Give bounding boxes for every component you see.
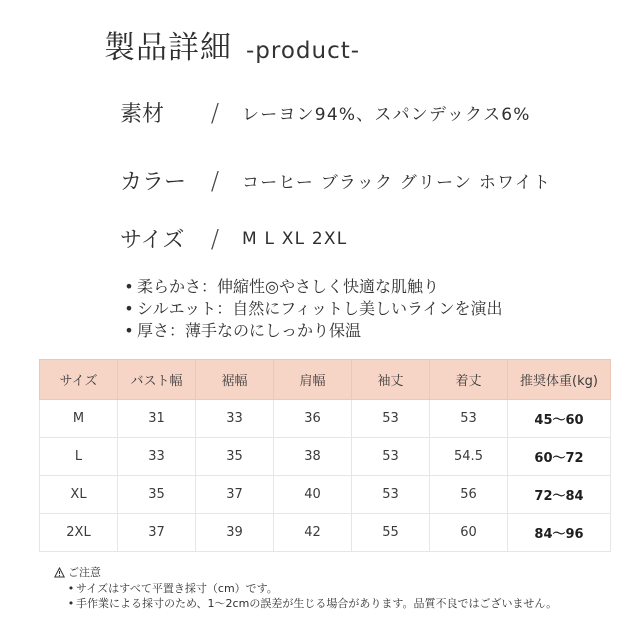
bullet-icon: • [67, 582, 75, 595]
table-cell: 38 [274, 438, 352, 476]
table-header-size: サイズ [40, 360, 118, 400]
page-title: 製品詳細 [104, 30, 232, 66]
table-header-sleeve: 袖丈 [352, 360, 430, 400]
spec-separator: / [210, 166, 220, 195]
spec-row-material [120, 97, 590, 128]
spec-row-size [120, 223, 590, 254]
table-header-hem: 裾幅 [196, 360, 274, 400]
table-cell: 37 [118, 514, 196, 552]
spec-value-size: M L XL 2XL [242, 228, 348, 249]
feature-list [121, 276, 581, 342]
table-cell: 39 [196, 514, 274, 552]
warning-icon [54, 567, 65, 578]
table-cell: 53 [352, 400, 430, 438]
spec-label-material: 素材 [120, 102, 165, 127]
table-cell: 37 [196, 476, 274, 514]
table-cell: 53 [430, 400, 508, 438]
table-cell: 56 [430, 476, 508, 514]
table-cell: 55 [352, 514, 430, 552]
note-text: 手作業による採寸のため、1～2cmの誤差が生じる場合があります。品質不良ではございません。 [76, 597, 558, 610]
table-cell: 54.5 [430, 438, 508, 476]
care-notes [54, 565, 614, 611]
spec-separator: / [210, 98, 220, 127]
table-cell-weight: 60〜72 [508, 438, 611, 476]
spec-separator: / [210, 224, 220, 253]
table-cell: 31 [118, 400, 196, 438]
table-cell: 60 [430, 514, 508, 552]
note-item [54, 596, 614, 611]
table-row [40, 476, 611, 514]
table-cell: 33 [196, 400, 274, 438]
table-cell-weight: 45〜60 [508, 400, 611, 438]
table-header-row [40, 360, 611, 400]
feature-text: 厚さ：薄手なのにしっかり保温 [137, 321, 362, 340]
table-row [40, 400, 611, 438]
table-cell: 33 [118, 438, 196, 476]
feature-text: 柔らかさ：伸縮性◎やさしく快適な肌触り [137, 277, 439, 296]
feature-thickness [121, 320, 581, 342]
table-cell: 2XL [40, 514, 118, 552]
note-item [54, 581, 614, 596]
page-subtitle: -product- [246, 38, 361, 64]
spec-label-size: サイズ [120, 228, 185, 253]
table-header-weight: 推奨体重(kg) [508, 360, 611, 400]
spec-label-color: カラー [120, 170, 187, 195]
table-header-length: 着丈 [430, 360, 508, 400]
table-cell: 36 [274, 400, 352, 438]
bullet-icon: • [124, 277, 134, 296]
table-cell: 53 [352, 438, 430, 476]
page-header [104, 22, 360, 67]
spec-value-material: レーヨン94%、スパンデックス6% [242, 105, 531, 125]
table-row [40, 514, 611, 552]
notes-title-row [54, 565, 614, 580]
table-header-shoulder: 肩幅 [274, 360, 352, 400]
size-table [39, 359, 611, 552]
table-cell: L [40, 438, 118, 476]
table-cell: 35 [196, 438, 274, 476]
table-row [40, 438, 611, 476]
spec-row-color [120, 165, 590, 196]
table-cell: 35 [118, 476, 196, 514]
feature-text: シルエット：自然にフィットし美しいラインを演出 [137, 299, 503, 318]
notes-title: ご注意 [68, 566, 101, 579]
table-cell: 53 [352, 476, 430, 514]
note-text: サイズはすべて平置き採寸（cm）です。 [76, 582, 278, 595]
table-cell-weight: 84〜96 [508, 514, 611, 552]
table-cell: XL [40, 476, 118, 514]
table-header-bust: バスト幅 [118, 360, 196, 400]
bullet-icon: • [67, 597, 75, 610]
spec-value-color: コーヒー ブラック グリーン ホワイト [242, 173, 552, 193]
table-cell: 40 [274, 476, 352, 514]
bullet-icon: • [124, 321, 134, 340]
feature-softness [121, 276, 581, 298]
table-cell: M [40, 400, 118, 438]
feature-silhouette [121, 298, 581, 320]
table-cell: 42 [274, 514, 352, 552]
bullet-icon: • [124, 299, 134, 318]
table-cell-weight: 72〜84 [508, 476, 611, 514]
